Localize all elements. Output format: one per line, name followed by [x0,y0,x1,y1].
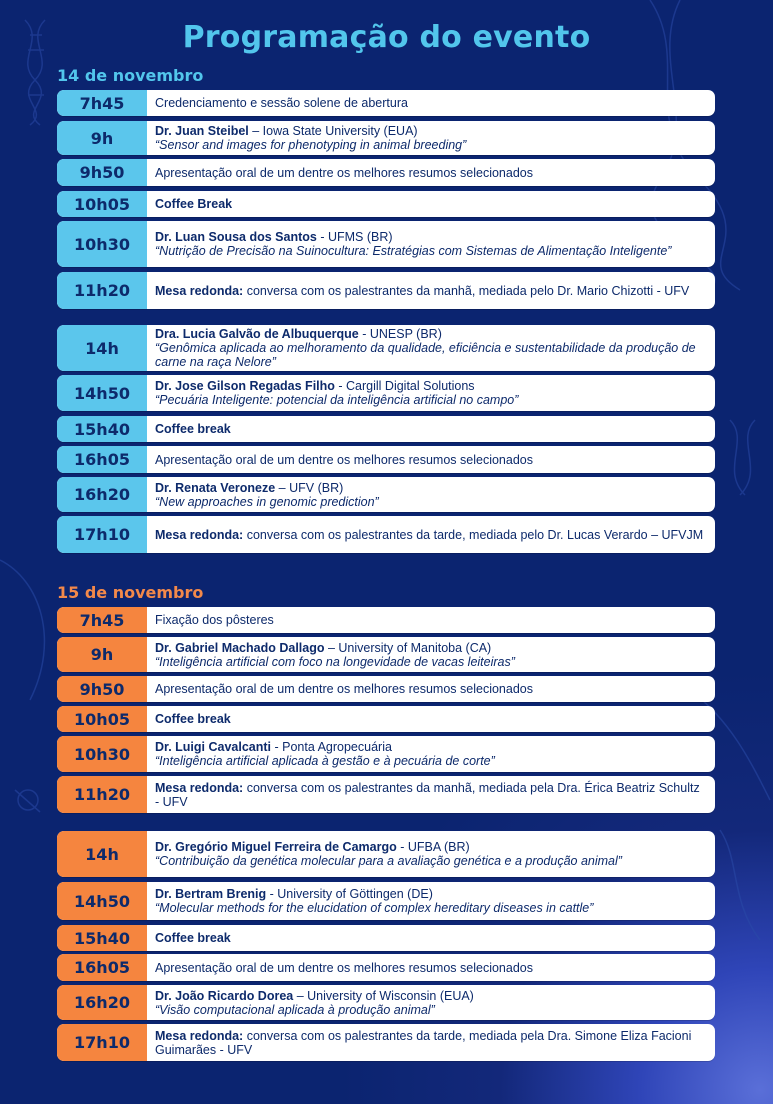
speaker-affiliation: – Iowa State University (EUA) [248,124,418,138]
speaker-affiliation: - University of Göttingen (DE) [266,887,433,901]
description [147,637,715,672]
schedule-row [57,882,715,920]
description: Coffee break [155,931,231,945]
schedule-row [57,272,715,309]
talk-title: “Inteligência artificial com foco na longevidade de vacas leiteiras” [155,654,515,669]
time-cell: 14h [57,831,147,877]
schedule-row [57,446,715,473]
speaker-affiliation: - UNESP (BR) [358,327,442,341]
description: Mesa redonda: conversa com os palestrantes da tarde, mediada pelo Dr. Lucas Verardo – UFVJM [155,527,704,542]
speaker-name: Dr. João Ricardo Dorea [155,988,294,1003]
time-cell: 16h20 [57,477,147,512]
page-title: Programação do evento [182,20,591,55]
speaker-name: Dra. Lucia Galvão de Albuquerque [155,327,359,341]
time-cell: 11h20 [57,776,147,813]
schedule-row [57,676,715,702]
talk-title: “Pecuária Inteligente: potencial da inteligência artificial no campo” [155,393,519,407]
description: Apresentação oral de um dentre os melhores resumos selecionados [155,682,533,696]
talk-title: “New approaches in genomic prediction” [155,494,379,509]
schedule-row [57,375,715,411]
speaker-affiliation: - Cargill Digital Solutions [334,379,475,393]
schedule-row [57,831,715,877]
time-cell: 9h [57,121,147,155]
schedule-row [57,607,715,633]
talk-title: “Contribuição da genética molecular para a avaliação genética e a produção animal” [155,854,622,868]
description [147,221,715,267]
speaker-affiliation: - Ponta Agropecuária [271,740,392,754]
description: Coffee Break [155,197,233,211]
schedule-row [57,1024,715,1061]
time-cell: 15h40 [57,416,147,442]
description: Credenciamento e sessão solene de abertura [155,96,408,110]
speaker-name: Dr. Luan Sousa dos Santos [155,230,317,244]
time-cell: 14h [57,325,147,371]
description: Apresentação oral de um dentre os melhores resumos selecionados [155,452,533,467]
speaker-name: Dr. Renata Veroneze [155,480,276,495]
time-cell: 10h05 [57,706,147,732]
time-cell: 15h40 [57,925,147,951]
description: Apresentação oral de um dentre os melhores resumos selecionados [155,960,533,975]
day-2-label: 15 de novembro [57,583,204,602]
speaker-affiliation: – University of Manitoba (CA) [324,640,492,655]
schedule-row [57,191,715,217]
talk-title: “Inteligência artificial aplicada à gestão e à pecuária de corte” [155,754,495,768]
description: Mesa redonda: conversa com os palestrantes da tarde, mediada pela Dra. Simone Eliza Facioni Guimarães - UFV [155,1028,692,1057]
time-cell: 14h50 [57,375,147,411]
schedule-row [57,776,715,813]
schedule-row [57,985,715,1020]
time-cell: 16h20 [57,985,147,1020]
speaker-affiliation: - UFBA (BR) [396,840,470,854]
day-1-label: 14 de novembro [57,66,204,85]
description [147,477,715,512]
talk-title: “Genômica aplicada ao melhoramento da qualidade, eficiência e sustentabilidade da produção de carne na raça Nelore” [155,341,696,369]
schedule-row [57,736,715,772]
schedule-row [57,416,715,442]
schedule-row [57,516,715,553]
description [147,375,715,411]
talk-title: “Molecular methods for the elucidation of complex hereditary diseases in cattle” [155,901,594,915]
schedule-row [57,637,715,672]
schedule-row [57,325,715,371]
talk-title: “Nutrição de Precisão na Suinocultura: Estratégias com Sistemas de Alimentação Inteligente” [155,244,672,258]
description: Coffee break [155,712,231,726]
description: Coffee break [155,422,231,436]
talk-title: “Visão computacional aplicada à produção animal” [155,1002,435,1017]
speaker-name: Dr. Jose Gilson Regadas Filho [155,379,335,393]
schedule-row [57,159,715,186]
description: Mesa redonda: conversa com os palestrantes da manhã, mediada pelo Dr. Mario Chizotti - UFV [155,283,690,298]
speaker-name: Dr. Bertram Brenig [155,887,267,901]
schedule-row [57,706,715,732]
time-cell: 7h45 [57,90,147,116]
description [147,882,715,920]
schedule-row [57,477,715,512]
talk-title: “Sensor and images for phenotyping in animal breeding” [155,138,467,152]
time-cell: 17h10 [57,1024,147,1061]
schedule-row [57,925,715,951]
time-cell: 7h45 [57,607,147,633]
time-cell: 16h05 [57,954,147,981]
speaker-name: Dr. Gabriel Machado Dallago [155,640,325,655]
time-cell: 9h50 [57,159,147,186]
speaker-affiliation: – University of Wisconsin (EUA) [293,988,474,1003]
description [147,736,715,772]
time-cell: 9h [57,637,147,672]
time-cell: 16h05 [57,446,147,473]
description [147,325,715,371]
description [147,831,715,877]
time-cell: 10h05 [57,191,147,217]
description: Apresentação oral de um dentre os melhores resumos selecionados [155,165,533,180]
schedule-row [57,121,715,155]
description [147,985,715,1020]
time-cell: 11h20 [57,272,147,309]
description [147,121,715,155]
speaker-affiliation: – UFV (BR) [275,480,344,495]
speaker-name: Dr. Juan Steibel [155,124,249,138]
description: Fixação dos pôsteres [155,613,274,627]
time-cell: 17h10 [57,516,147,553]
time-cell: 14h50 [57,882,147,920]
time-cell: 9h50 [57,676,147,702]
description: Mesa redonda: conversa com os palestrantes da manhã, mediada pela Dra. Érica Beatriz Schultz - UFV [155,780,700,809]
schedule-row [57,954,715,981]
time-cell: 10h30 [57,221,147,267]
schedule-row [57,221,715,267]
speaker-name: Dr. Luigi Cavalcanti [155,740,272,754]
speaker-name: Dr. Gregório Miguel Ferreira de Camargo [155,840,397,854]
time-cell: 10h30 [57,736,147,772]
speaker-affiliation: - UFMS (BR) [316,230,393,244]
schedule-row [57,90,715,116]
